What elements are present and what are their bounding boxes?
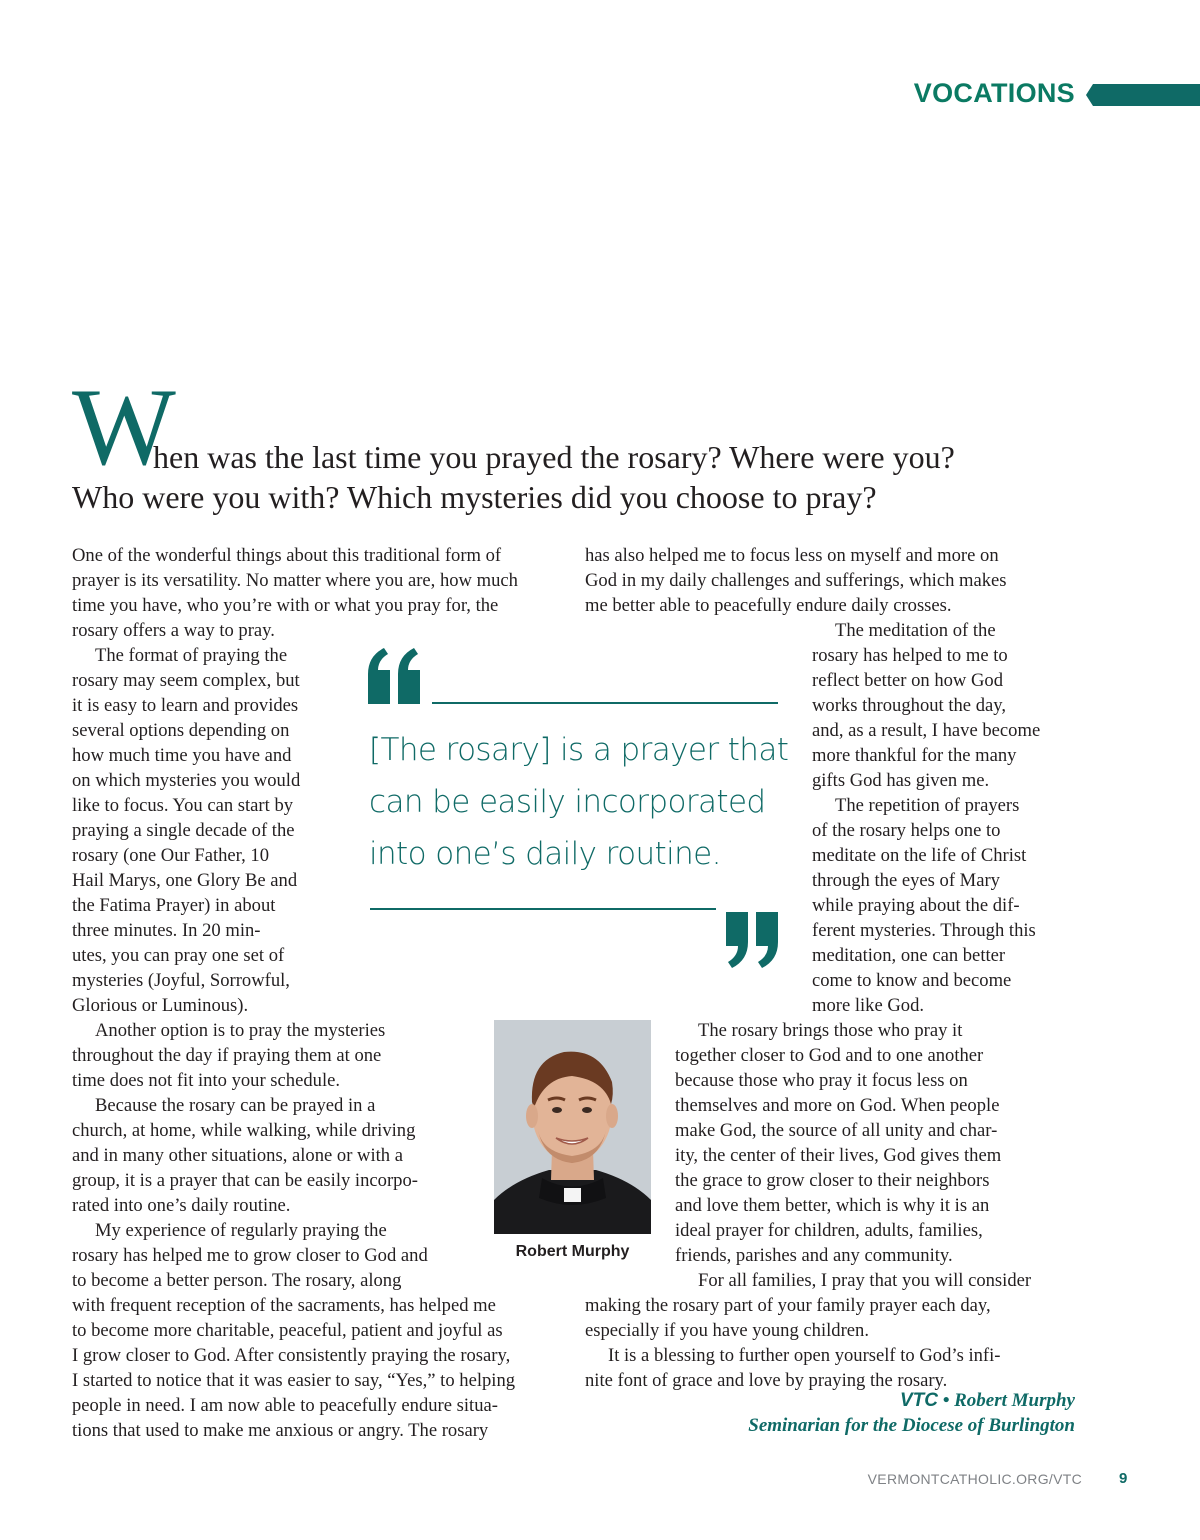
body-line: prayer is its versatility. No matter where you are, how much (72, 570, 518, 591)
body-line: of the rosary helps one to (812, 820, 1001, 841)
headline-line-1: hen was the last time you prayed the rosary? Where were you? (153, 439, 955, 475)
body-line: and love them better, which is why it is an (675, 1195, 990, 1216)
body-line: gifts God has given me. (812, 770, 990, 791)
body-line: together closer to God and to one another (675, 1045, 984, 1066)
body-line: especially if you have young children. (585, 1320, 869, 1341)
body-line: God in my daily challenges and sufferings, which makes (585, 570, 1007, 591)
body-line: nite font of grace and love by praying the rosary. (585, 1370, 948, 1391)
body-line: ideal prayer for children, adults, families, (675, 1220, 983, 1241)
body-line: to become a better person. The rosary, along (72, 1270, 402, 1291)
body-line: ity, the center of their lives, God gives them (675, 1145, 1002, 1166)
body-line: come to know and become (812, 970, 1012, 991)
body-line: with frequent reception of the sacraments, has helped me (72, 1295, 496, 1316)
body-line: friends, parishes and any community. (675, 1245, 953, 1266)
body-line: church, at home, while walking, while driving (72, 1120, 416, 1141)
page-number: 9 (1119, 1470, 1128, 1487)
body-line: and in many other situations, alone or with a (72, 1145, 404, 1166)
body-line: I grow closer to God. After consistently praying the rosary, (72, 1345, 511, 1366)
body-line: rosary has helped to me to (812, 645, 1008, 666)
body-line: rosary offers a way to pray. (72, 620, 275, 641)
body-line: My experience of regularly praying the (95, 1220, 387, 1241)
body-line: the grace to grow closer to their neighbors (675, 1170, 990, 1191)
body-line: group, it is a prayer that can be easily incorpo- (72, 1170, 418, 1191)
body-line: The format of praying the (95, 645, 288, 666)
body-line: and, as a result, I have become (812, 720, 1041, 741)
body-line: I started to notice that it was easier to say, “Yes,” to helping (72, 1370, 516, 1391)
body-line: me better able to peacefully endure daily crosses. (585, 595, 952, 616)
body-line: One of the wonderful things about this traditional form of (72, 545, 502, 566)
headline-dropcap: W (72, 366, 176, 488)
body-line: more thankful for the many (812, 745, 1017, 766)
body-line: rosary may seem complex, but (72, 670, 300, 691)
body-line: three minutes. In 20 min- (72, 920, 261, 941)
body-line: reflect better on how God (812, 670, 1004, 691)
body-line: The rosary brings those who pray it (698, 1020, 963, 1041)
pull-quote-line: [The rosary] is a prayer that (369, 732, 789, 768)
body-line: For all families, I pray that you will consider (698, 1270, 1032, 1291)
author-signature (900, 1390, 1075, 1412)
body-line: The repetition of prayers (835, 795, 1020, 816)
signature-separator: • (942, 1390, 950, 1411)
close-quote-icon (720, 910, 780, 970)
body-line: while praying about the dif- (812, 895, 1020, 916)
body-line: rosary (one Our Father, 10 (72, 845, 270, 866)
open-quote-icon (366, 646, 426, 706)
body-line: The meditation of the (835, 620, 996, 641)
body-line: people in need. I am now able to peacefully endure situa- (72, 1395, 498, 1416)
body-line: throughout the day if praying them at one (72, 1045, 382, 1066)
body-line: Because the rosary can be prayed in a (95, 1095, 376, 1116)
publication-name: VTC (899, 1390, 938, 1411)
pull-quote-line: can be easily incorporated (369, 784, 766, 820)
body-line: Glorious or Luminous). (72, 995, 249, 1016)
pull-quote-top-rule (432, 702, 778, 704)
author-photo (494, 1020, 651, 1234)
body-line: ferent mysteries. Through this (812, 920, 1036, 941)
body-line: because those who pray it focus less on (675, 1070, 968, 1091)
pull-quote-line: into one’s daily routine. (369, 836, 721, 872)
section-label: VOCATIONS (913, 78, 1075, 108)
author-title: Seminarian for the Diocese of Burlington (748, 1415, 1075, 1436)
body-line: themselves and more on God. When people (675, 1095, 1000, 1116)
body-line: rosary has helped me to grow closer to God and (72, 1245, 428, 1266)
body-line: several options depending on (72, 720, 290, 741)
section-tab-marker (1086, 84, 1200, 106)
body-line: tions that used to make me anxious or angry. The rosary (72, 1420, 489, 1441)
pull-quote-bottom-rule (370, 908, 716, 910)
body-line: meditate on the life of Christ (812, 845, 1027, 866)
body-line: through the eyes of Mary (812, 870, 1000, 891)
body-line: Hail Marys, one Glory Be and (72, 870, 298, 891)
body-line: has also helped me to focus less on myself and more on (585, 545, 999, 566)
body-line: like to focus. You can start by (72, 795, 294, 816)
body-line: to become more charitable, peaceful, patient and joyful as (72, 1320, 503, 1341)
headline-line-2: Who were you with? Which mysteries did you choose to pray? (72, 479, 877, 515)
footer-url: VERMONTCATHOLIC.ORG/VTC (867, 1471, 1082, 1487)
body-line: praying a single decade of the (72, 820, 295, 841)
body-line: utes, you can pray one set of (72, 945, 285, 966)
body-line: rated into one’s daily routine. (72, 1195, 291, 1216)
body-line: making the rosary part of your family prayer each day, (585, 1295, 991, 1316)
body-line: works throughout the day, (812, 695, 1006, 716)
body-line: more like God. (812, 995, 925, 1016)
body-line: the Fatima Prayer) in about (72, 895, 276, 916)
body-line: mysteries (Joyful, Sorrowful, (72, 970, 290, 991)
author-name: Robert Murphy (954, 1390, 1075, 1411)
body-line: time you have, who you’re with or what you pray for, the (72, 595, 499, 616)
photo-caption: Robert Murphy (515, 1243, 630, 1260)
body-line: Another option is to pray the mysteries (95, 1020, 386, 1041)
body-line: make God, the source of all unity and char- (675, 1120, 998, 1141)
body-line: It is a blessing to further open yourself to God’s infi- (608, 1345, 1001, 1366)
body-line: it is easy to learn and provides (72, 695, 299, 716)
body-line: meditation, one can better (812, 945, 1006, 966)
body-line: time does not fit into your schedule. (72, 1070, 341, 1091)
body-line: on which mysteries you would (72, 770, 301, 791)
body-line: how much time you have and (72, 745, 292, 766)
